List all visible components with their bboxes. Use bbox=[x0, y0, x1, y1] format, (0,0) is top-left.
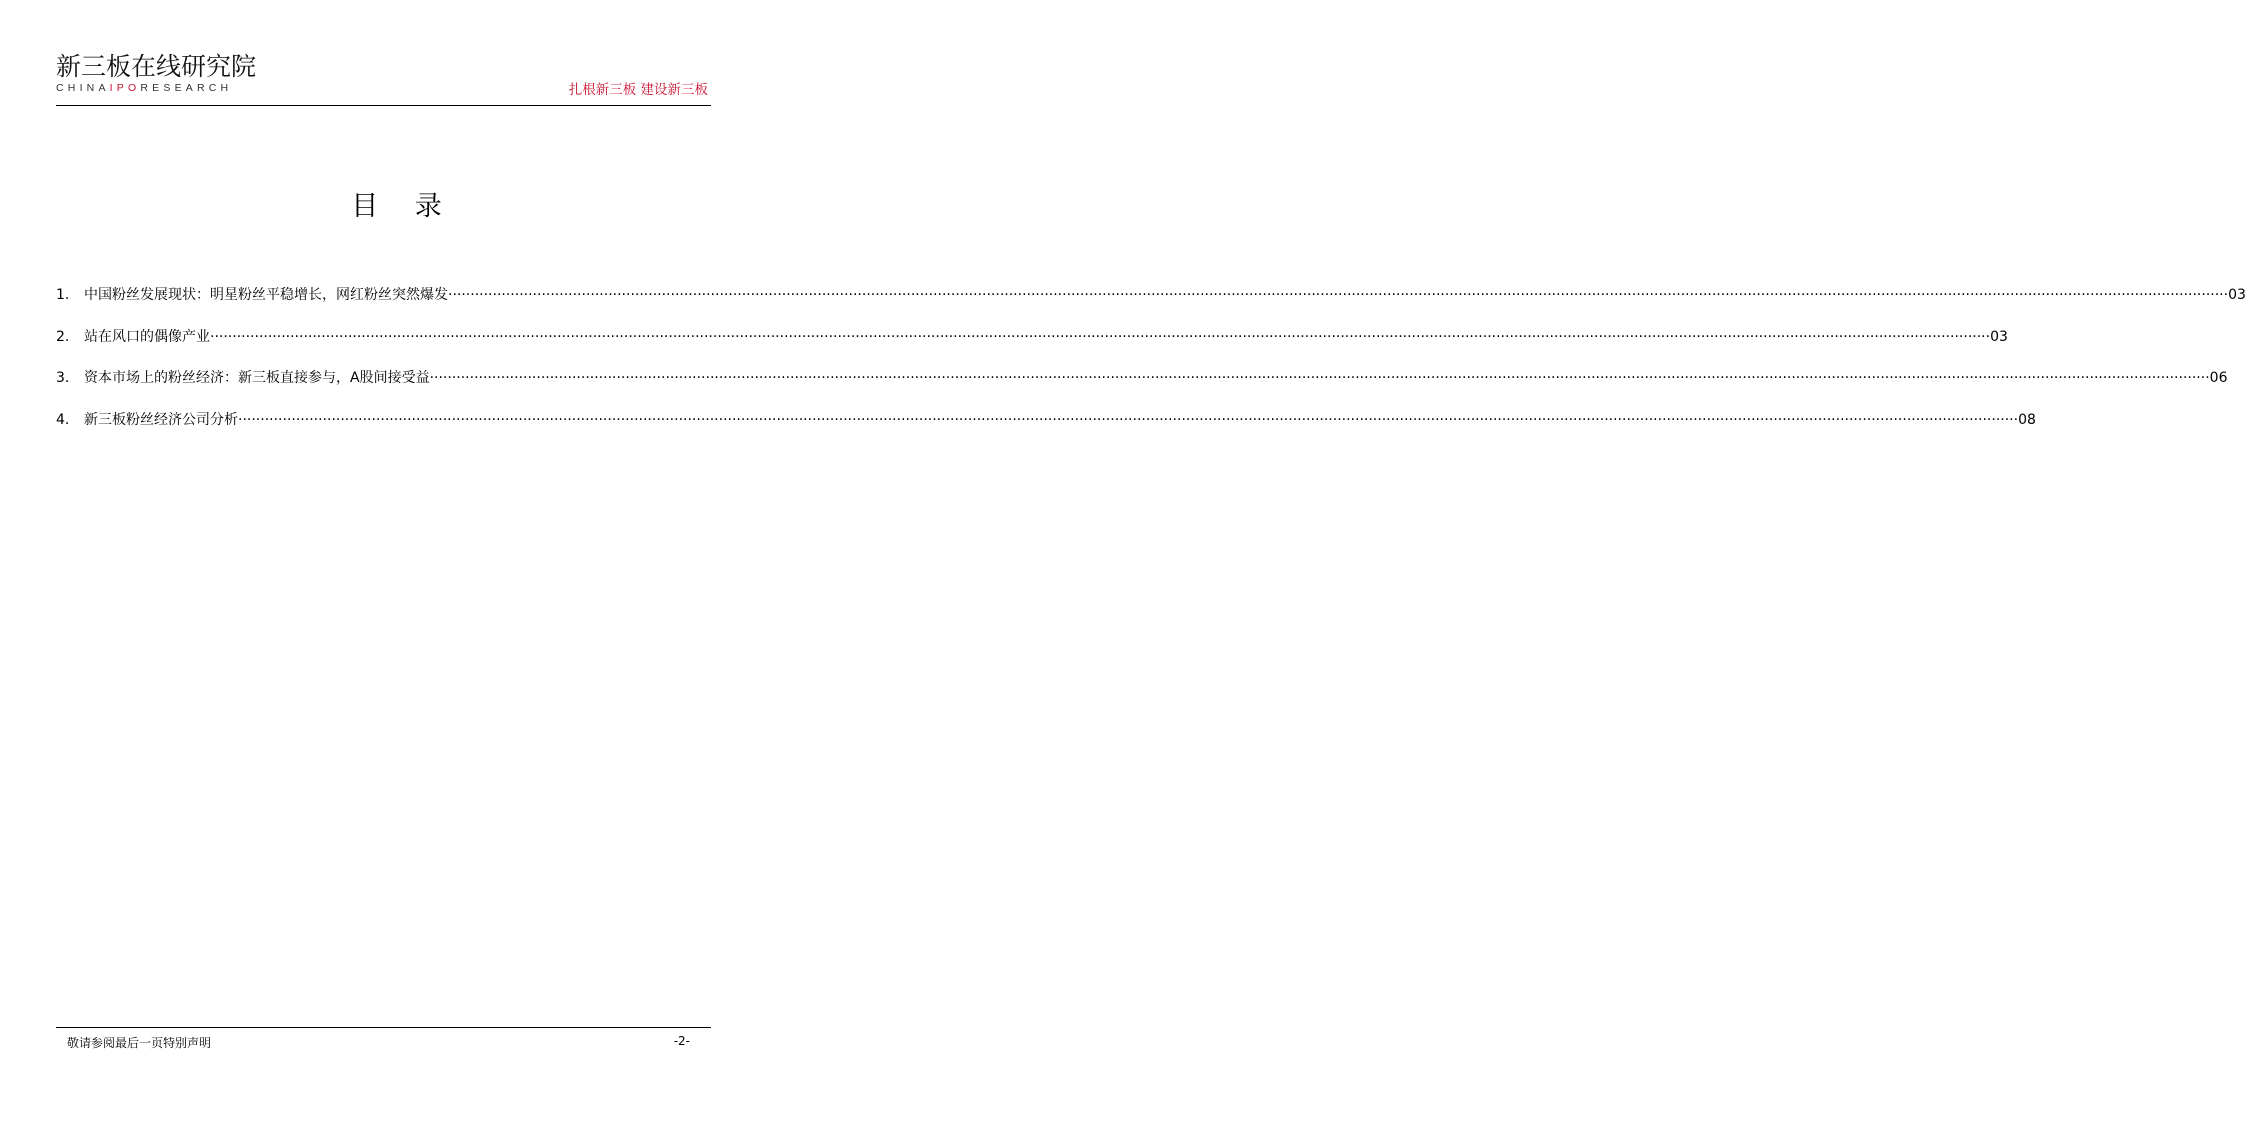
toc-entry-text[interactable]: 站在风口的偶像产业 bbox=[84, 328, 210, 345]
table-of-contents bbox=[56, 284, 2246, 450]
logo-en-research: RESEARCH bbox=[140, 82, 233, 94]
logo-english-name bbox=[56, 82, 256, 94]
brand-logo bbox=[56, 52, 256, 94]
toc-entry[interactable] bbox=[56, 326, 2008, 368]
footer-divider bbox=[56, 1027, 711, 1028]
toc-entry-number: 3. bbox=[56, 370, 70, 386]
toc-leader-dots: ················································································································································································································································································································································································································ bbox=[448, 287, 2229, 303]
footer-page-number: -2- bbox=[673, 1034, 690, 1048]
toc-entry[interactable] bbox=[56, 367, 2228, 409]
toc-entry-text[interactable]: 中国粉丝发展现状：明星粉丝平稳增长，网红粉丝突然爆发 bbox=[84, 287, 448, 303]
toc-entry-text[interactable]: 资本市场上的粉丝经济：新三板直接参与，A股间接受益 bbox=[84, 370, 430, 386]
toc-leader-dots: ················································································································································································································································································································································································································ bbox=[210, 328, 1991, 345]
toc-leader-dots: ················································································································································································································································································································································································································ bbox=[429, 370, 2210, 386]
logo-en-ipo: IPO bbox=[109, 82, 141, 94]
header-divider bbox=[56, 105, 711, 106]
toc-title: 目 录 bbox=[351, 191, 456, 222]
toc-entry-text[interactable]: 新三板粉丝经济公司分析 bbox=[84, 411, 238, 428]
toc-entry[interactable] bbox=[56, 409, 2036, 451]
toc-leader-dots: ················································································································································································································································································································································································································ bbox=[238, 411, 2019, 428]
logo-en-china: CHINA bbox=[56, 82, 110, 94]
header-slogan: 扎根新三板 建设新三板 bbox=[568, 82, 708, 98]
toc-entry-number: 4. bbox=[56, 411, 70, 428]
toc-entry-number: 2. bbox=[56, 328, 70, 345]
footer-disclaimer: 敬请参阅最后一页特别声明 bbox=[67, 1036, 212, 1050]
toc-entry[interactable] bbox=[56, 284, 2246, 326]
toc-entry-page[interactable]: 08 bbox=[2018, 411, 2036, 428]
toc-entry-page[interactable]: 03 bbox=[2228, 287, 2246, 303]
toc-entry-number: 1. bbox=[56, 287, 70, 303]
toc-entry-page[interactable]: 06 bbox=[2209, 370, 2228, 386]
toc-entry-page[interactable]: 03 bbox=[1990, 328, 2008, 345]
logo-chinese-name: 新三板在线研究院 bbox=[56, 52, 257, 81]
